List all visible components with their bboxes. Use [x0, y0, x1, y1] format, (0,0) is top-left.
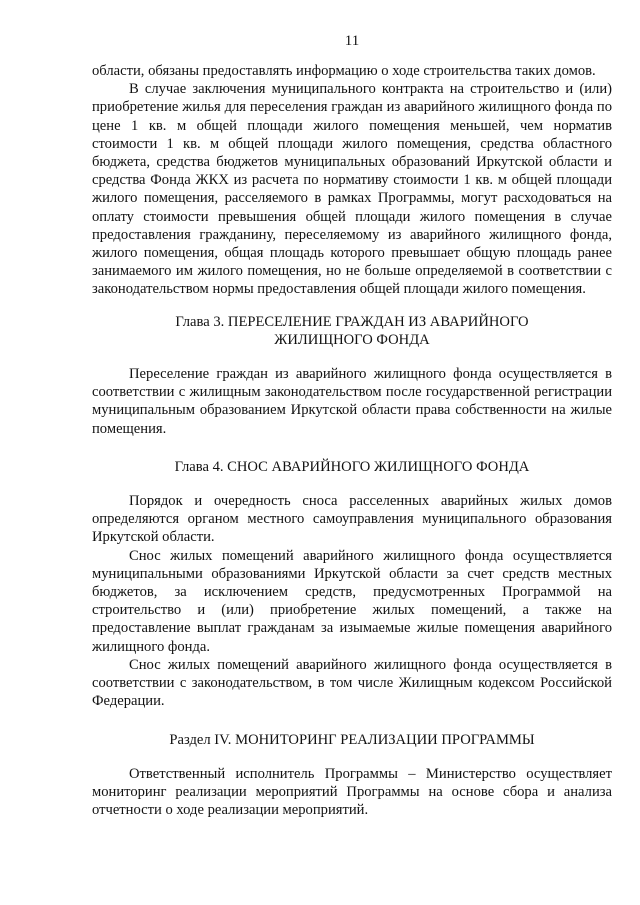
chapter4-paragraph-law: Снос жилых помещений аварийного жилищного фонда осуществляется в соответствии с законодательством, в том числе Жилищным кодексом Российской Федерации. [92, 656, 612, 710]
chapter4-heading: Глава 4. СНОС АВАРИЙНОГО ЖИЛИЩНОГО ФОНДА [174, 458, 530, 475]
chapter3-title-line1: Глава 3. ПЕРЕСЕЛЕНИЕ ГРАЖДАН ИЗ АВАРИЙНОГО [175, 313, 529, 330]
chapter3-paragraph: Переселение граждан из аварийного жилищного фонда осуществляется в соответствии с жилищным законодательством после государственной регистрации муниципальным образованием Иркутской области права собственности на жилые помещения. [92, 366, 612, 437]
section4-paragraph: Ответственный исполнитель Программы – Министерство осуществляет мониторинг реализации мероприятий Программы на основе сбора и анализа отчетности о ходе реализации мероприятий. [92, 765, 612, 819]
document-page [92, 32, 612, 819]
paragraph-intro-continuation: области, обязаны предоставлять информацию о ходе строительства таких домов. [92, 63, 596, 79]
page-number: 11 [344, 33, 360, 49]
chapter4-paragraph-demolition: Снос жилых помещений аварийного жилищного фонда осуществляется муниципальными образованиями Иркутской области за счет средств местных бюджетов, за исключением средств, предусмотренных Программой на строительство и (или) приобретение жилых помещений, а также на предоставление выплат гражданам за изымаемые жилые помещения аварийного жилищного фонда. [92, 547, 612, 655]
paragraph-municipal-contract: В случае заключения муниципального контракта на строительство и (или) приобретение жилья для переселения граждан из аварийного жилищного фонда по цене 1 кв. м общей площади жилого помещения меньшей, чем норматив стоимости 1 кв. м общей площади жилого помещения, средства областного бюджета, средства бюджетов муниципальных образований Иркутской области и средства Фонда ЖКХ из расчета по нормативу стоимости 1 кв. м общей площади жилого помещения, расселяемого в рамках Программы, могут расходоваться на оплату стоимости превышения общей площади жилого помещения в случае предоставления гражданину, переселяемому из аварийного жилищного фонда, жилого помещения, общая площадь которого превышает общую площадь ранее занимаемого им жилого помещения, но не больше определяемой в соответствии с законодательством нормы предоставления общей площади жилого помещения. [92, 81, 612, 298]
section4-heading: Раздел IV. МОНИТОРИНГ РЕАЛИЗАЦИИ ПРОГРАММЫ [169, 731, 535, 748]
chapter3-heading [92, 313, 612, 349]
chapter3-title-line2: ЖИЛИЩНОГО ФОНДА [274, 331, 430, 348]
chapter4-paragraph-order: Порядок и очередность сноса расселенных аварийных жилых домов определяются органом местного самоуправления муниципального образования Иркутской области. [92, 493, 612, 546]
